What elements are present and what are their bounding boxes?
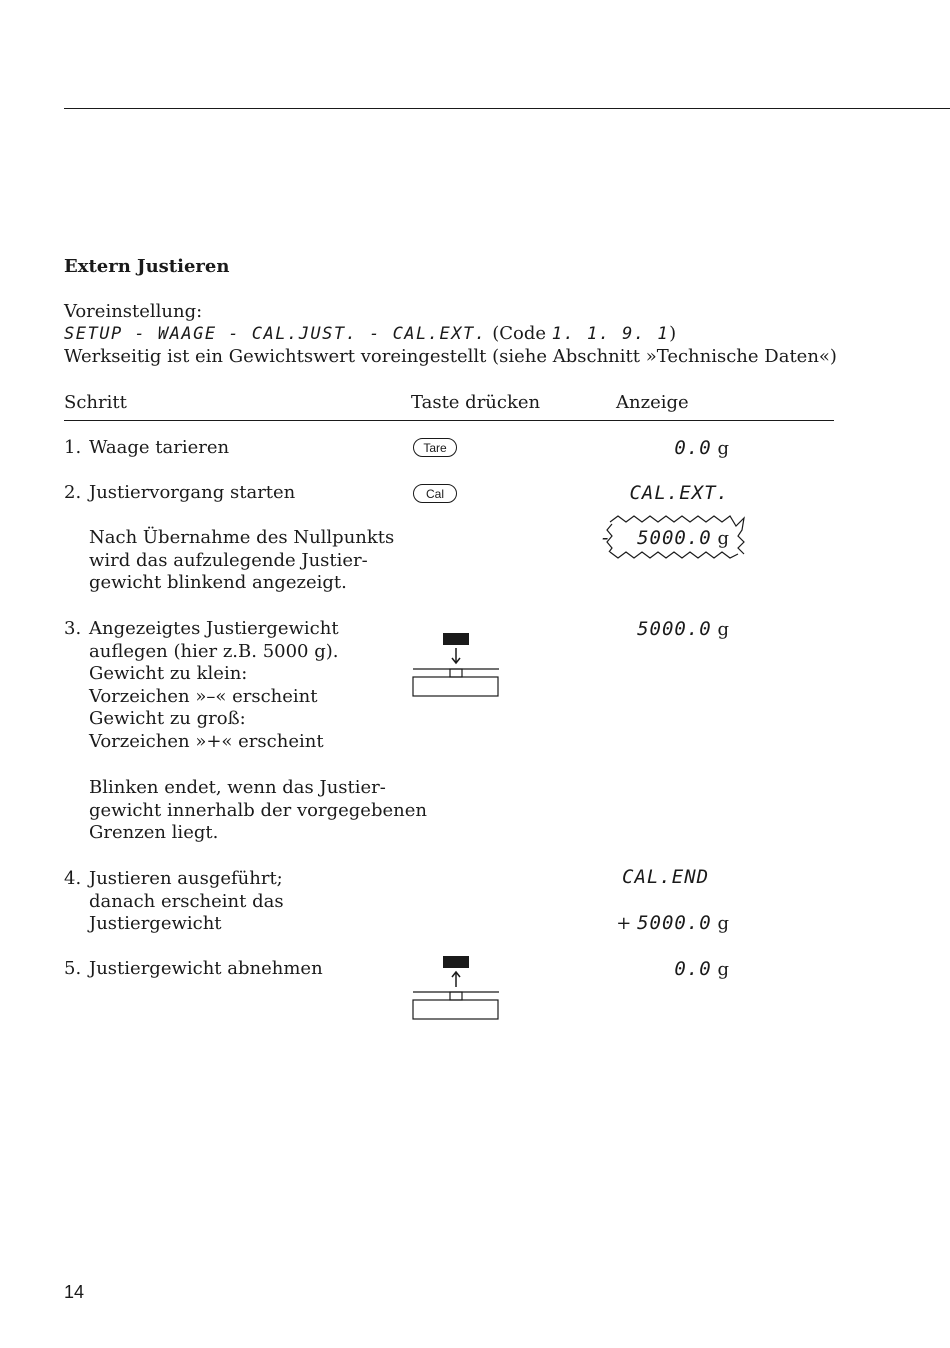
- remove-weight-icon: [412, 955, 502, 1023]
- step-3-line: Vorzeichen »–« erscheint: [89, 685, 318, 707]
- code-value: 1. 1. 9. 1: [551, 324, 670, 344]
- step-5-display: [674, 958, 729, 980]
- step-2-display: [629, 482, 729, 504]
- step-1-display: [674, 437, 729, 459]
- step-2b-line: wird das aufzulegende Justier-: [89, 549, 368, 571]
- step-2-number: 2.: [64, 482, 82, 503]
- display-sign: +: [616, 913, 632, 934]
- preset-path-line: [64, 323, 676, 344]
- factory-note: Werkseitig ist ein Gewichtswert voreingestellt (siehe Abschnitt »Technische Daten«): [64, 346, 837, 367]
- step-1-number: 1.: [64, 437, 82, 458]
- step-1-text: [89, 437, 229, 460]
- step-5-number: 5.: [64, 958, 82, 979]
- place-weight-icon: [412, 632, 502, 700]
- display-unit: g: [717, 959, 729, 980]
- code-suffix: ): [669, 323, 677, 344]
- step-3-line: Gewicht zu klein:: [89, 663, 248, 685]
- step-3-line: Angezeigtes Justiergewicht: [89, 618, 339, 639]
- step-3b-line: Grenzen liegt.: [89, 822, 219, 844]
- step-3-number: 3.: [64, 618, 82, 639]
- step-3-line: Vorzeichen »+« erscheint: [89, 730, 324, 752]
- code-prefix: (Code: [492, 323, 547, 344]
- cal-key-label: Cal: [425, 486, 444, 501]
- display-value: 0.0: [674, 958, 712, 980]
- step-4-display: [622, 866, 709, 888]
- step-2-line: Justiervorgang starten: [89, 482, 296, 503]
- step-3b-line: Blinken endet, wenn das Justier-: [89, 777, 386, 798]
- page-number: 14: [64, 1282, 85, 1302]
- step-2b-display: [600, 527, 729, 549]
- step-3-display: [637, 618, 729, 640]
- step-1-line: Waage tarieren: [89, 437, 230, 458]
- step-4-display-2: [616, 912, 729, 934]
- display-value: - 5000.0: [599, 527, 712, 549]
- display-value: CAL.END: [622, 866, 710, 888]
- display-value: 0.0: [674, 437, 712, 459]
- menu-path: SETUP - WAAGE - CAL.JUST. - CAL.EXT.: [64, 324, 487, 344]
- step-2-text: [89, 482, 295, 505]
- step-3-text: [89, 618, 339, 754]
- display-unit: g: [717, 913, 729, 934]
- step-4-line: danach erscheint das: [89, 890, 284, 912]
- tare-key[interactable]: [413, 438, 457, 457]
- step-2b-text: [89, 527, 394, 595]
- display-unit: g: [717, 528, 729, 549]
- step-3b-line: gewicht innerhalb der vorgegebenen: [89, 799, 427, 821]
- header-rule: [64, 420, 834, 421]
- step-5-line: Justiergewicht abnehmen: [89, 958, 323, 979]
- step-4-line: Justieren ausgeführt;: [89, 868, 283, 889]
- display-unit: g: [717, 438, 729, 459]
- header-display: Anzeige: [616, 392, 689, 413]
- step-4-text: [89, 868, 284, 936]
- preset-label: Voreinstellung:: [64, 301, 203, 322]
- header-step: Schritt: [64, 392, 127, 413]
- step-2b-line: gewicht blinkend angezeigt.: [89, 572, 347, 594]
- tare-key-label: Tare: [423, 440, 447, 455]
- top-rule: [64, 108, 950, 109]
- display-value: 5000.0: [637, 618, 712, 640]
- display-unit: g: [717, 619, 729, 640]
- cal-key[interactable]: [413, 484, 457, 503]
- header-key: Taste drücken: [411, 392, 541, 413]
- step-2b-line: Nach Übernahme des Nullpunkts: [89, 527, 395, 548]
- display-value: 5000.0: [637, 912, 712, 934]
- step-3-line: auflegen (hier z.B. 5000 g).: [89, 640, 339, 662]
- step-5-text: [89, 958, 323, 981]
- step-3-line: Gewicht zu groß:: [89, 708, 246, 730]
- display-value: CAL.EXT.: [629, 482, 729, 504]
- step-3b-text: [89, 777, 427, 845]
- step-4-number: 4.: [64, 868, 82, 889]
- section-title: Extern Justieren: [64, 256, 230, 277]
- step-4-line: Justiergewicht: [89, 913, 222, 935]
